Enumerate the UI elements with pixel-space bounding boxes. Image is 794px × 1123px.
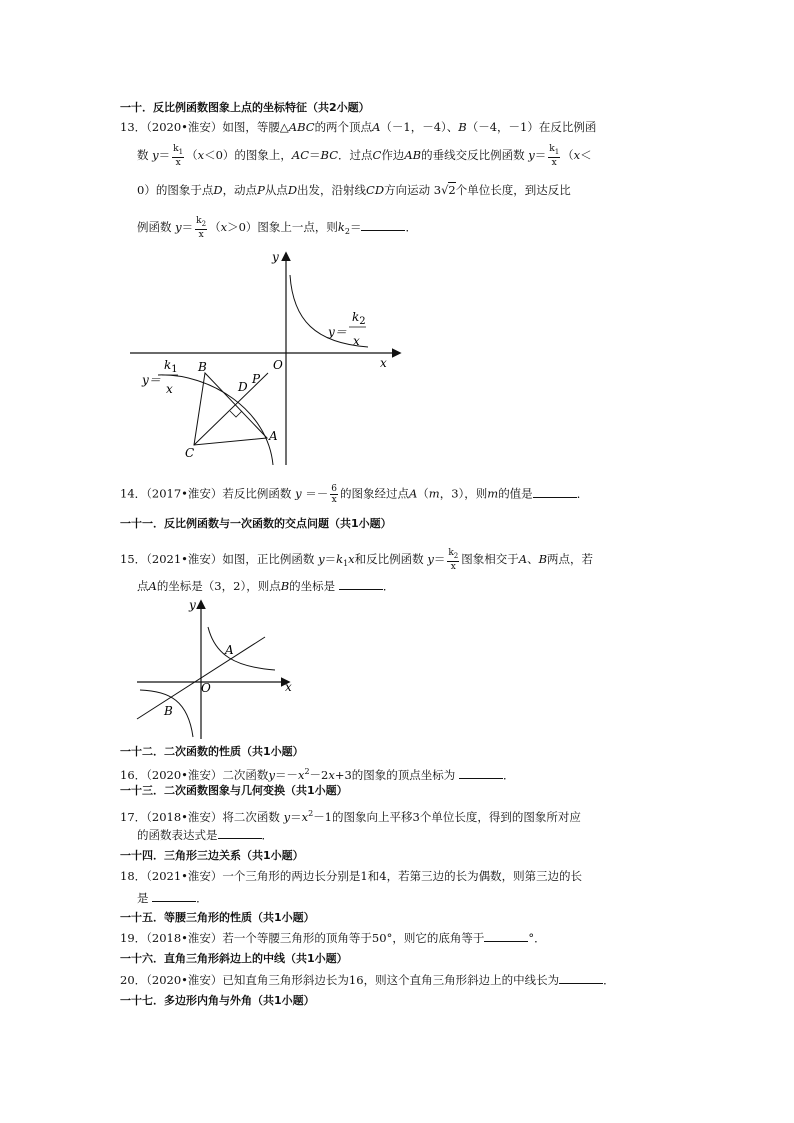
section-heading-14: 一十四．三角形三边关系（共1小题） (120, 849, 304, 862)
hyperbola-branch-q1 (208, 627, 275, 670)
right-angle-mark (230, 411, 242, 417)
question-20: 20．（2020•淮安）已知直角三角形斜边长为16，则这个直角三角形斜边上的中线长为 ． (120, 973, 615, 987)
answer-blank-17[interactable] (218, 828, 262, 839)
question-13-line-3: 0）的图象于点D，动点P从点D出发，沿射线CD方向运动 3√2个单位长度，到达反比 (137, 183, 571, 197)
fig13-label-y-eq: y＝ (142, 373, 161, 387)
fig13-y-label: y (272, 250, 279, 264)
fig15-point-a: A (225, 643, 234, 657)
question-18-line-1: 18．（2021•淮安）一个三角形的两边长分别是1和4，若第三边的长为偶数，则第三边的长 (120, 869, 583, 883)
figure-15 (135, 597, 305, 742)
question-17-line-2: 的函数表达式是 ． (137, 828, 273, 842)
fig13-origin-label: O (273, 358, 283, 372)
fig13-point-a: A (269, 429, 278, 443)
fig13-point-b: B (198, 360, 207, 374)
question-15-line-2: 点A的坐标是（3，2），则点B的坐标是 ． (137, 579, 395, 593)
section-heading-15: 一十五．等腰三角形的性质（共1小题） (120, 911, 315, 924)
hyperbola-branch-k1 (158, 375, 273, 465)
fig13-point-d: D (238, 380, 248, 394)
fig15-x-label: x (285, 680, 292, 694)
answer-blank-20[interactable] (559, 973, 603, 984)
fraction-k2-over-x-q15: $\frac{k_2}{x}$ (448, 548, 459, 572)
section-heading-12: 一十二．二次函数的性质（共1小题） (120, 745, 304, 758)
answer-blank-16[interactable] (459, 768, 503, 779)
answer-blank-18[interactable] (152, 891, 196, 902)
fig13-label-k1: $k_1$ (164, 358, 178, 375)
fig13-label2-den: x (353, 334, 360, 348)
fig13-label2-y-eq: y＝ (328, 325, 347, 339)
fig13-x-label: x (380, 356, 387, 370)
question-13-line-4: 例函数 y＝ $\frac{k_2}{x}$ （x＞0）图象上一点，则$k_2=$ ． (137, 216, 417, 240)
question-13-line-2: 数 y＝ $\frac{k_1}{x}$ （x＜0）的图象上，AC＝BC．过点C作边AB的垂线交反比例函数 y＝ $\frac{k_1}{x}$ （x＜ (137, 144, 592, 168)
section-heading-10: 一十．反比例函数图象上点的坐标特征（共2小题） (120, 101, 370, 114)
question-16: 16．（2020•淮安）二次函数$y=-x^2-2x+3$的图象的顶点坐标为 ． (120, 767, 515, 782)
fraction-k2-over-x: $\frac{k_2}{x}$ (196, 216, 207, 240)
section-heading-11: 一十一．反比例函数与一次函数的交点问题（共1小题） (120, 517, 392, 530)
fig13-label-den: x (166, 382, 173, 396)
fig15-origin-label: O (201, 681, 211, 695)
fig15-point-b: B (164, 704, 173, 718)
fraction-6-over-x: $\frac{6}{x}$ (331, 484, 337, 505)
section-heading-17: 一十七．多边形内角与外角（共1小题） (120, 994, 315, 1007)
question-13-line-1: 13．（2020•淮安）如图，等腰△ABC的两个顶点A（－1，－4）、B（－4，－1）在反比例函 (120, 120, 597, 134)
fig15-y-label: y (189, 598, 196, 612)
question-19: 19．（2018•淮安）若一个等腰三角形的顶角等于50°，则它的底角等于 °． (120, 931, 546, 945)
answer-blank-13[interactable] (361, 220, 405, 231)
question-15-line-1: 15．（2021•淮安）如图，正比例函数 $y=k_1x$和反比例函数 y＝ $\frac{k_2}{x}$ 图象相交于A、B两点，若 (120, 548, 594, 572)
fig13-label-k2: $k_2$ (352, 310, 366, 327)
fig13-point-p: P (252, 372, 261, 386)
question-17-line-1: 17．（2018•淮安）将二次函数 $y=x^2-1$的图象向上平移3个单位长度，得到的图象所对应 (120, 809, 581, 824)
section-heading-16: 一十六．直角三角形斜边上的中线（共1小题） (120, 952, 348, 965)
figure-13 (130, 245, 420, 470)
sqrt-symbol: √2 (441, 183, 456, 197)
answer-blank-19[interactable] (484, 931, 528, 942)
fig13-point-c: C (185, 446, 195, 460)
fraction-k1-over-x-2: $\frac{k_1}{x}$ (549, 144, 560, 168)
section-heading-13: 一十三．二次函数图象与几何变换（共1小题） (120, 784, 348, 797)
fraction-k1-over-x: $\frac{k_1}{x}$ (173, 144, 184, 168)
answer-blank-15[interactable] (339, 579, 383, 590)
answer-blank-14[interactable] (533, 487, 577, 498)
question-18-line-2: 是 ． (137, 891, 208, 905)
question-14: 14．（2017•淮安）若反比例函数 y ＝－ $\frac{6}{x}$ 的图象经过点A（m，3），则m的值是 ． (120, 484, 589, 505)
